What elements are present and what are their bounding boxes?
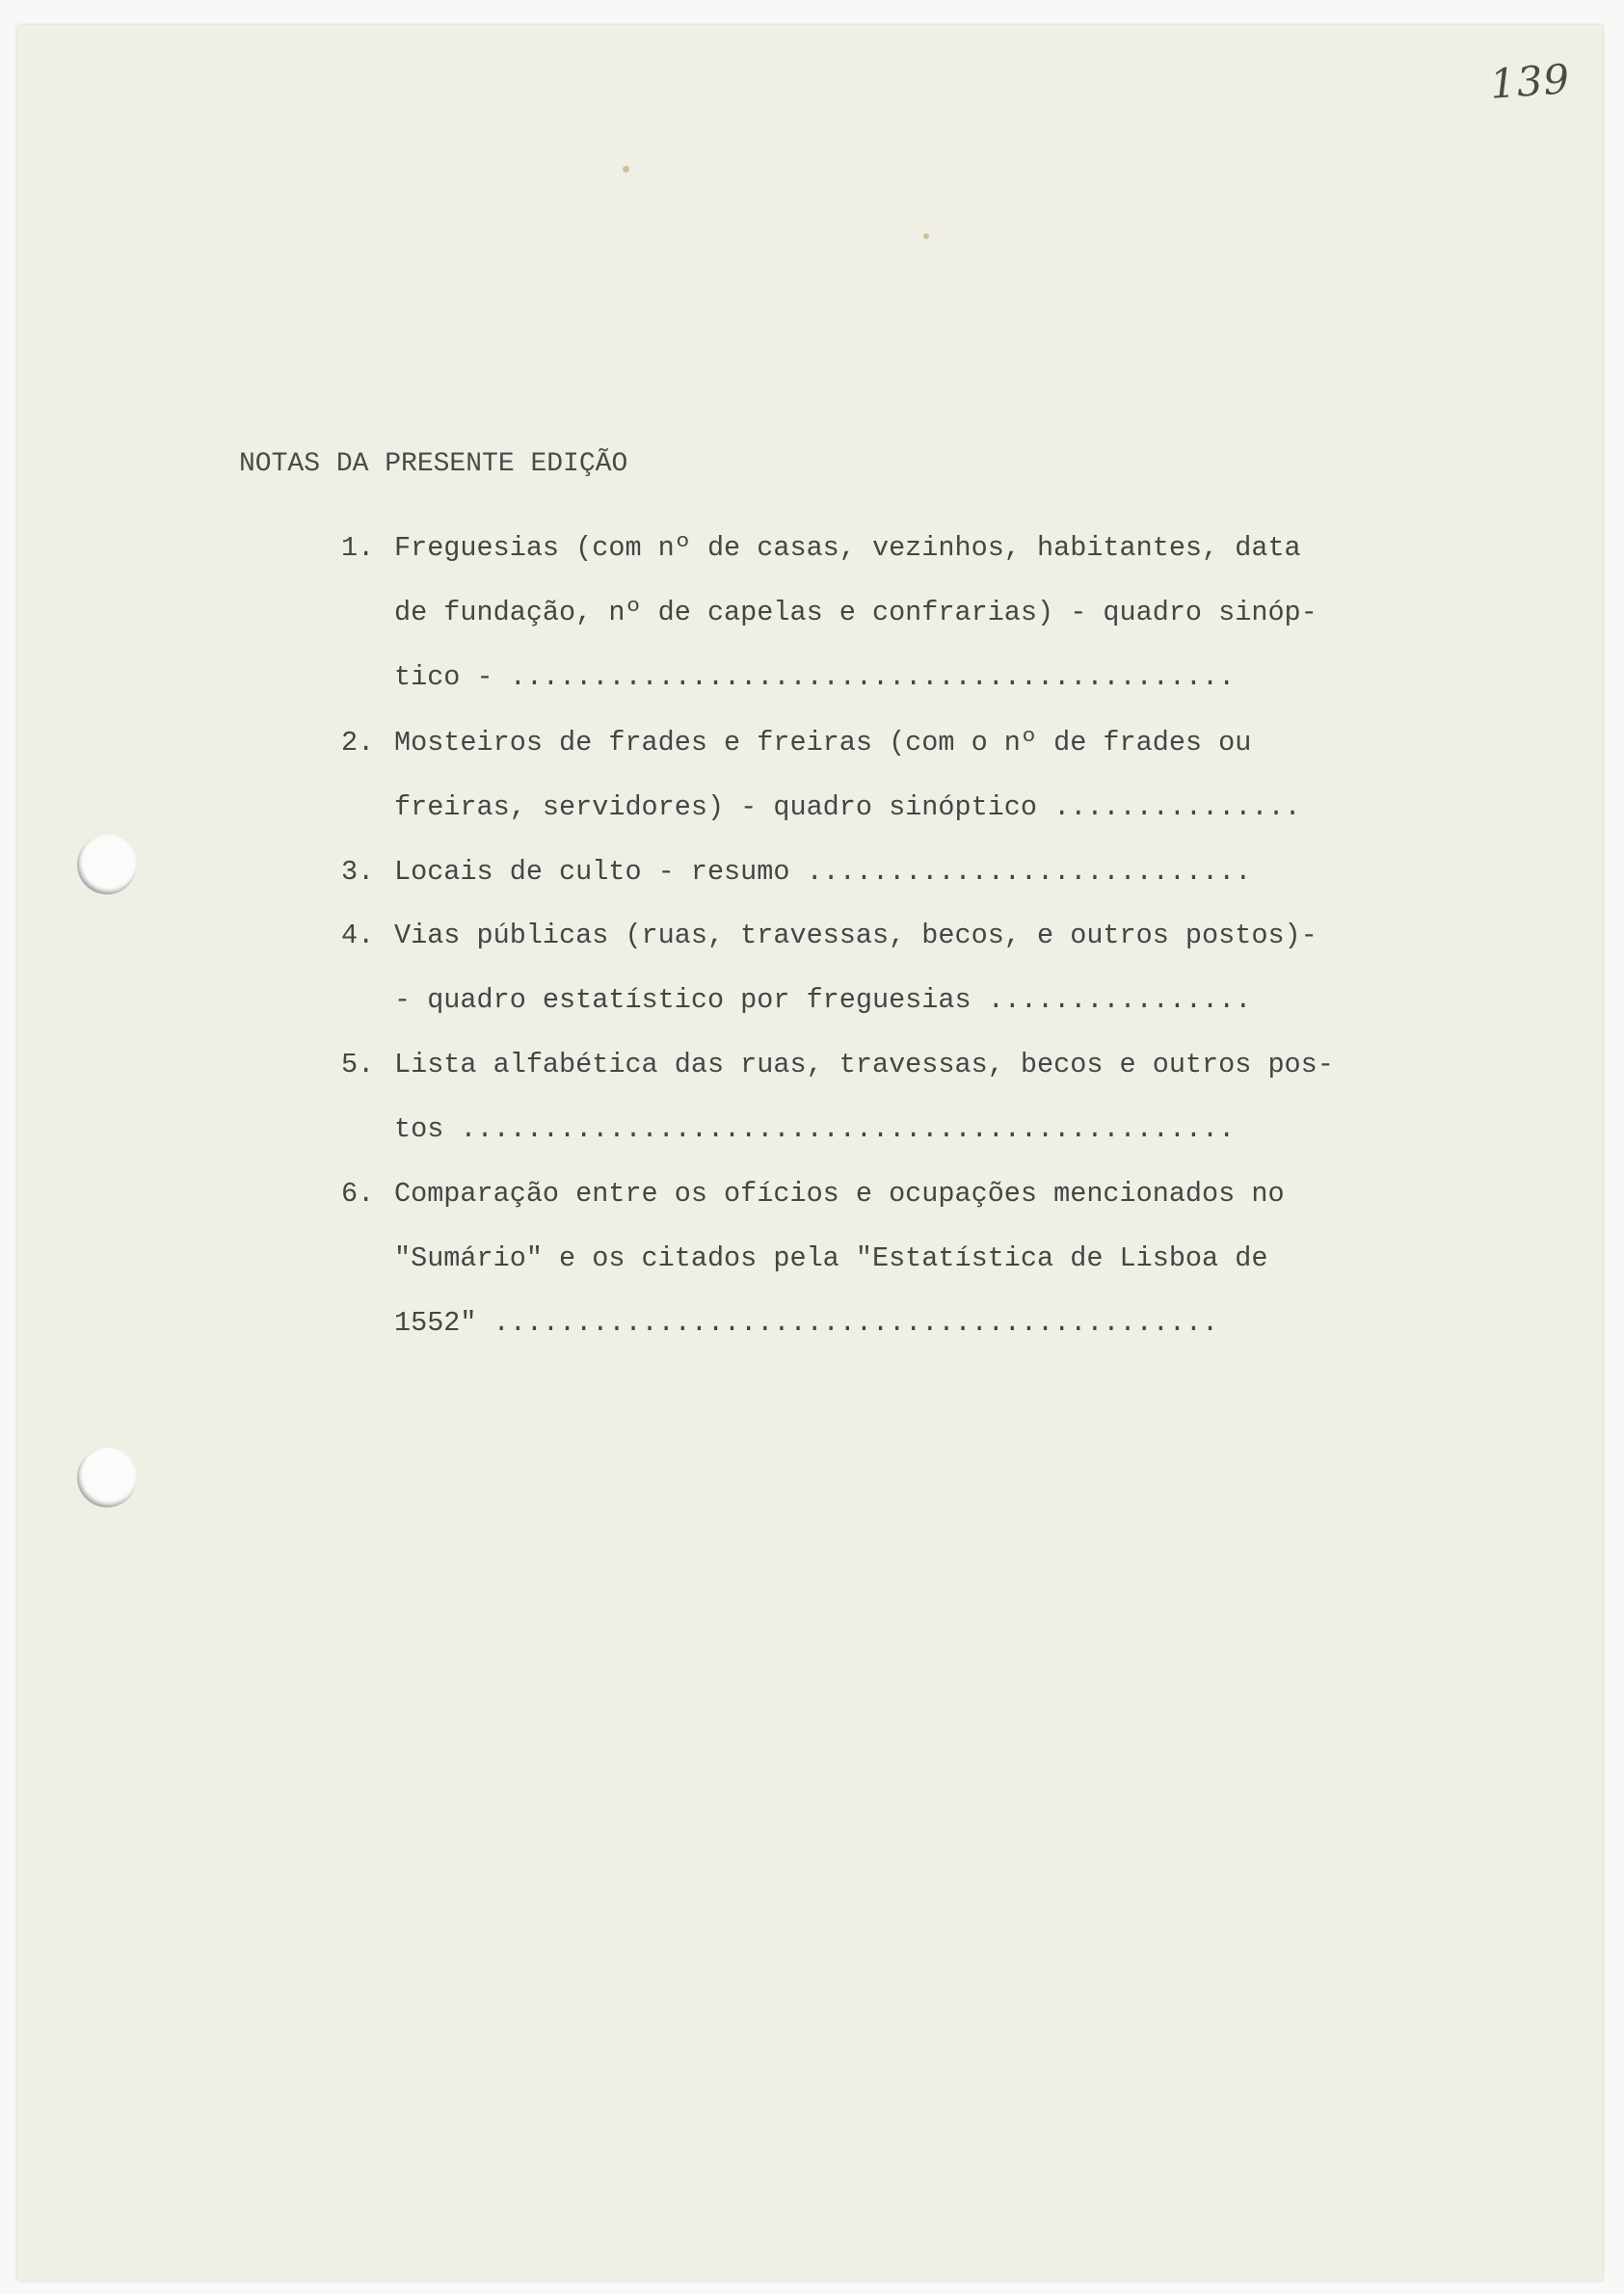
item-number: 4. (341, 920, 375, 951)
item-1-line-2: de fundação, nº de capelas e confrarias) - quadro sinóp- (394, 597, 1318, 628)
item-number: 3. (341, 856, 375, 888)
item-5-line-2: tos ............................................... (394, 1113, 1236, 1145)
item-4-line-1: Vias públicas (ruas, travessas, becos, e outros postos)- (394, 920, 1318, 951)
item-6-line-2: "Sumário" e os citados pela "Estatística de Lisboa de (394, 1242, 1268, 1274)
item-6-line-1: Comparação entre os ofícios e ocupações mencionados no (394, 1178, 1285, 1210)
item-number: 6. (341, 1178, 375, 1210)
punch-hole (77, 835, 137, 894)
item-3-line-1: Locais de culto - resumo ........................... (394, 856, 1252, 888)
item-1-line-3: tico - ............................................ (394, 661, 1236, 693)
item-4-line-2: - quadro estatístico por freguesias ................ (394, 984, 1252, 1016)
item-number: 5. (341, 1049, 375, 1080)
paper-speck (623, 166, 629, 173)
punch-hole (77, 1448, 137, 1507)
paper-speck (923, 233, 929, 239)
item-number: 2. (341, 727, 375, 759)
item-6-line-3: 1552" ............................................ (394, 1307, 1219, 1339)
item-2-line-1: Mosteiros de frades e freiras (com o nº de frades ou (394, 727, 1252, 759)
item-5-line-1: Lista alfabética das ruas, travessas, becos e outros pos- (394, 1049, 1334, 1080)
item-2-line-2: freiras, servidores) - quadro sinóptico ............... (394, 791, 1301, 823)
document-page (17, 25, 1603, 2281)
page-heading: NOTAS DA PRESENTE EDIÇÃO (239, 449, 628, 479)
page-number: 139 (1488, 55, 1572, 108)
item-number: 1. (341, 532, 375, 564)
item-1-line-1: Freguesias (com nº de casas, vezinhos, habitantes, data (394, 532, 1301, 564)
